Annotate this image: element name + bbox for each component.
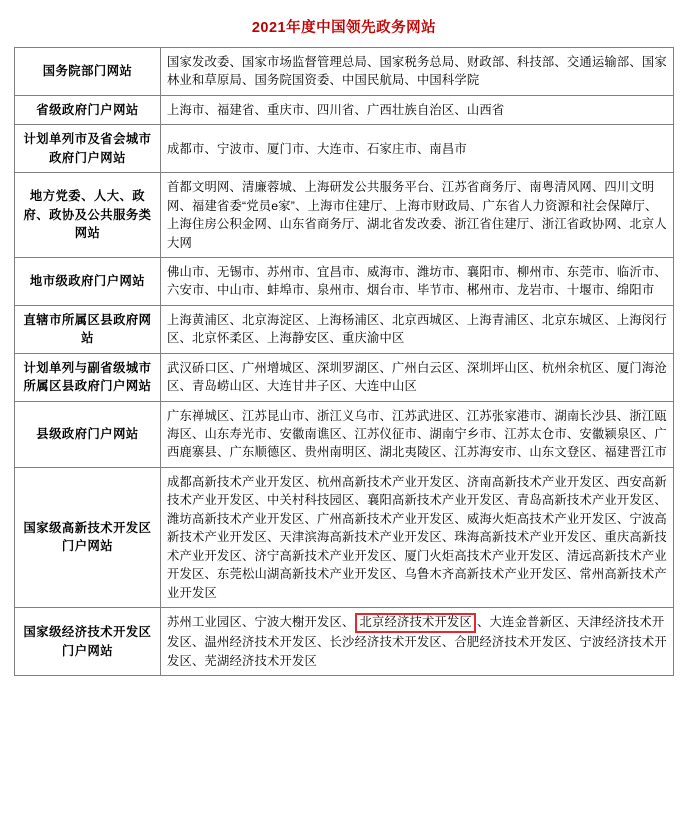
row-content: 武汉硚口区、广州增城区、深圳罗湖区、广州白云区、深圳坪山区、杭州余杭区、厦门海沧区、青岛崂山区、大连甘井子区、大连中山区 (161, 353, 674, 401)
leading-government-websites-table (14, 47, 674, 676)
table-row (15, 467, 674, 607)
row-content: 首都文明网、清廉蓉城、上海研发公共服务平台、江苏省商务厅、南粤清风网、四川文明网、福建省委“党员e家”、上海市住建厅、上海市财政局、广东省人力资源和社会保障厅、上海住房公积金网、山东省商务厅、湖北省发改委、浙江省住建厅、浙江省政协网、北京人大网 (161, 173, 674, 258)
row-content: 国家发改委、国家市场监督管理总局、国家税务总局、财政部、科技部、交通运输部、国家林业和草原局、国务院国资委、中国民航局、中国科学院 (161, 48, 674, 96)
row-category: 县级政府门户网站 (15, 401, 161, 467)
row-category: 省级政府门户网站 (15, 95, 161, 124)
row-category: 计划单列与副省级城市所属区县政府门户网站 (15, 353, 161, 401)
table-row (15, 48, 674, 96)
row-content: 成都高新技术产业开发区、杭州高新技术产业开发区、济南高新技术产业开发区、西安高新技术产业开发区、中关村科技园区、襄阳高新技术产业开发区、青岛高新技术产业开发区、潍坊高新技术产业开发区、广州高新技术产业开发区、威海火炬高技术产业开发区、宁波高新技术产业开发区、天津滨海高新技术产业开发区、珠海高新技术产业开发区、重庆高新技术产业开发区、济宁高新技术产业开发区、厦门火炬高技术产业开发区、清远高新技术产业开发区、东莞松山湖高新技术产业开发区、乌鲁木齐高新技术产业开发区、常州高新技术产业开发区 (161, 467, 674, 607)
row-category: 国家级经济技术开发区门户网站 (15, 607, 161, 675)
table-row (15, 401, 674, 467)
table-body (15, 48, 674, 676)
table-row (15, 257, 674, 305)
page-title: 2021年度中国领先政务网站 (251, 20, 437, 36)
row-content: 广东禅城区、江苏昆山市、浙江义乌市、江苏武进区、江苏张家港市、湖南长沙县、浙江瓯海区、山东寿光市、安徽南谯区、江苏仪征市、湖南宁乡市、江苏太仓市、安徽颍泉区、广西鹿寨县、广东顺德区、贵州南明区、湖北夷陵区、江苏海安市、山东文登区、福建晋江市 (161, 401, 674, 467)
table-row (15, 95, 674, 124)
row-content: 上海黄浦区、北京海淀区、上海杨浦区、北京西城区、上海青浦区、北京东城区、上海闵行区、北京怀柔区、上海静安区、重庆渝中区 (161, 305, 674, 353)
table-row (15, 353, 674, 401)
content-text: 苏州工业园区、宁波大榭开发区、 (167, 614, 355, 629)
content-text: 、大连金普新区、天津经济技术开发区、温州经济技术开发区、长沙经济技术开发区、合肥经济技术开发区、宁波经济技术开发区、芜湖经济技术开发区 (167, 614, 667, 668)
table-row (15, 607, 674, 675)
highlighted-entry: 北京经济技术开发区 (355, 613, 475, 633)
row-category: 直辖市所属区县政府网站 (15, 305, 161, 353)
row-content: 成都市、宁波市、厦门市、大连市、石家庄市、南昌市 (161, 125, 674, 173)
row-content: 上海市、福建省、重庆市、四川省、广西壮族自治区、山西省 (161, 95, 674, 124)
row-content-highlighted (161, 607, 674, 675)
row-category: 国家级高新技术开发区门户网站 (15, 467, 161, 607)
row-category: 地方党委、人大、政府、政协及公共服务类网站 (15, 173, 161, 258)
row-category: 国务院部门网站 (15, 48, 161, 96)
table-row (15, 125, 674, 173)
row-category: 地市级政府门户网站 (15, 257, 161, 305)
table-row (15, 173, 674, 258)
row-content: 佛山市、无锡市、苏州市、宜昌市、威海市、潍坊市、襄阳市、柳州市、东莞市、临沂市、六安市、中山市、蚌埠市、泉州市、烟台市、毕节市、郴州市、龙岩市、十堰市、绵阳市 (161, 257, 674, 305)
row-category: 计划单列市及省会城市政府门户网站 (15, 125, 161, 173)
table-row (15, 305, 674, 353)
